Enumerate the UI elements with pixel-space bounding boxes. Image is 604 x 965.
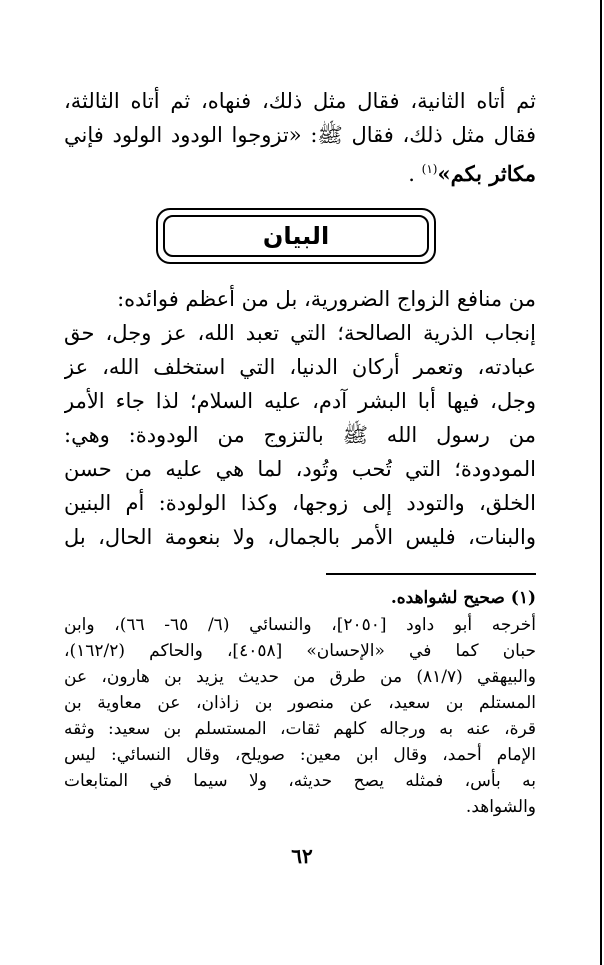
footnote-separator xyxy=(326,573,536,575)
footnote-line-4: المستلم بن سعيد، عن منصور بن زاذان، عن معاوية بن xyxy=(64,693,536,713)
page-edge xyxy=(600,0,602,965)
footnote-ref: (١) xyxy=(421,162,438,176)
footnote-line-8: والشواهد. xyxy=(465,797,536,817)
hadith-tail: مكاثر بكم» xyxy=(437,161,536,186)
footnote-line-7: به بأس، فمثله يصح حديثه، ولا سيما في المتابعات xyxy=(64,771,536,791)
intro-line-3 xyxy=(64,154,536,189)
body-line-2: إنجاب الذرية الصالحة؛ التي تعبد الله، عز وجل، حق xyxy=(64,321,536,345)
footnote-line-2: حبان كما في «الإحسان» [٤٠٥٨]، والحاكم (١٦٢/٢)، xyxy=(64,641,536,661)
body-line-6: المودودة؛ التي تُحب وتُود، لما هي عليه من حسن xyxy=(64,457,536,481)
section-heading-inner-frame xyxy=(163,215,429,257)
intro-line-1: ثم أتاه الثانية، فقال مثل ذلك، فنهاه، ثم أتاه الثالثة، xyxy=(64,89,536,113)
footnote-heading: (١) صحيح لشواهده. xyxy=(390,588,536,608)
section-heading: البيان xyxy=(262,222,330,250)
intro-line-2-text: فقال مثل ذلك، فقال ﷺ: «تزوجوا الودود الولود فإني xyxy=(64,123,536,147)
body-line-5: من رسول الله ﷺ بالتزوج من الودودة: وهي: xyxy=(64,423,536,447)
body-line-7: الخلق، والتودد إلى زوجها، وكذا الولودة: أم البنين xyxy=(64,491,536,515)
body-line-3: عبادته، وتعمر أركان الدنيا، التي استخلف الله، عز xyxy=(64,355,536,379)
page-number: ٦٢ xyxy=(291,844,313,868)
body-line-8: والبنات، فليس الأمر بالجمال، ولا بنعومة الحال، بل xyxy=(64,525,536,549)
intro-end: . xyxy=(408,162,415,186)
body-line-4: وجل، فيها أبا البشر آدم، عليه السلام؛ لذا جاء الأمر xyxy=(64,389,536,413)
section-heading-frame xyxy=(156,208,436,264)
intro-line-2 xyxy=(64,120,536,150)
footnote-line-1: أخرجه أبو داود [٢٠٥٠]، والنسائي (٦/ ٦٥- ٦٦)، وابن xyxy=(64,615,536,635)
footnote-line-6: الإمام أحمد، وقال ابن معين: صويلح، وقال النسائي: ليس xyxy=(64,745,536,765)
footnote-line-5: قرة، عنه به ورجاله كلهم ثقات، المستسلم بن سعيد: وثقه xyxy=(64,719,536,739)
body-line-1: من منافع الزواج الضرورية، بل من أعظم فوائده: xyxy=(117,287,536,311)
footnote-line-3: والبيهقي (٨١/٧) من طرق من حديث يزيد بن هارون، عن xyxy=(64,667,536,687)
